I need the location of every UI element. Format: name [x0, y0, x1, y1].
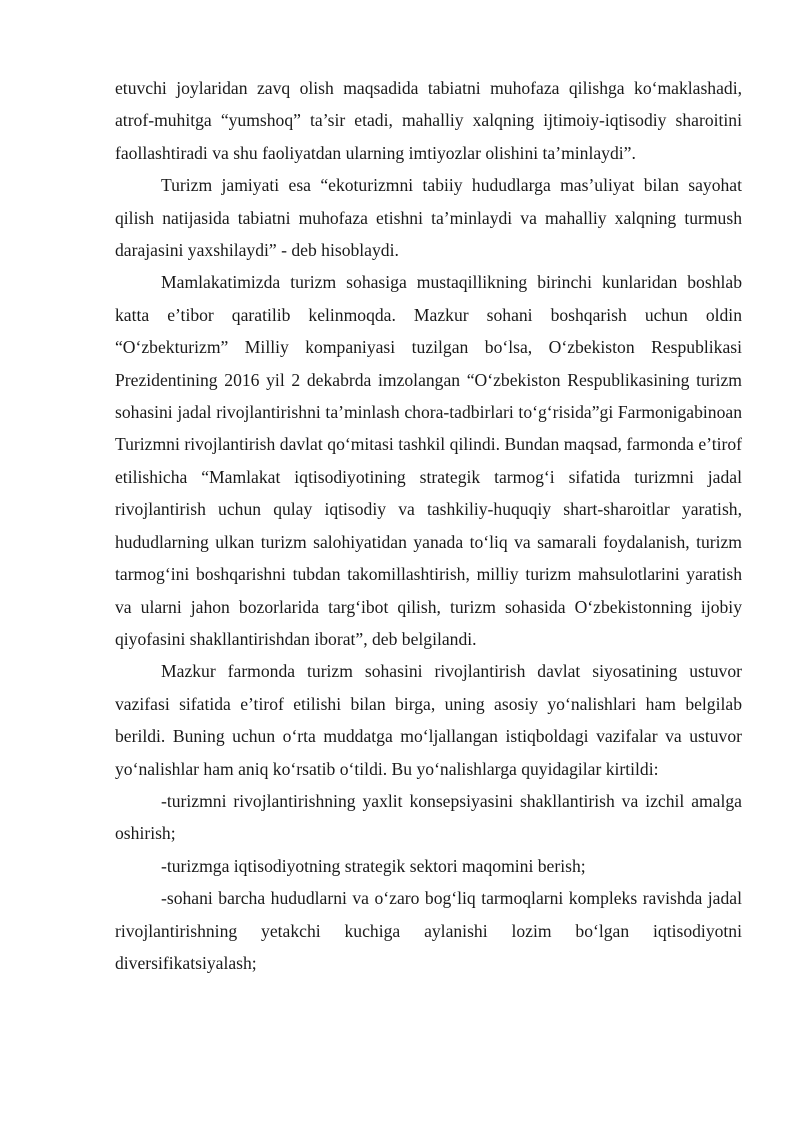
paragraph-3: Mamlakatimizda turizm sohasiga mustaqillikning birinchi kunlaridan boshlab katta e’tibor qaratilib kelinmoqda. Mazkur sohani boshqarish uchun oldin “O‘zbekturizm” Milliy kompaniyasi tuzilgan bo‘lsa, O‘zbekiston Respublikasi Prezidentining 2016 yil 2 dekabrda imzolangan “O‘zbekiston Respublikasining turizm sohasini jadal rivojlantirishni ta’minlash chora-tadbirlari to‘g‘risida”gi Farmonigabinoan Turizmni rivojlantirish davlat qo‘mitasi tashkil qilindi. Bundan maqsad, farmonda e’tirof etilishicha “Mamlakat iqtisodiyotining strategik tarmog‘i sifatida turizmni jadal rivojlantirish uchun qulay iqtisodiy va tashkiliy-huquqiy shart-sharoitlar yaratish, hududlarning ulkan turizm salohiyatidan yanada to‘liq va samarali foydalanish, turizm tarmog‘ini boshqarishni tubdan takomillashtirish, milliy turizm mahsulotlarini yaratish va ularni jahon bozorlarida targ‘ibot qilish, turizm sohasida O‘zbekistonning ijobiy qiyofasini shakllantirishdan iborat”, deb belgilandi.	[115, 272, 742, 649]
paragraph-4: Mazkur farmonda turizm sohasini rivojlantirish davlat siyosatining ustuvor vazifasi sifatida e’tirof etilishi bilan birga, uning asosiy yo‘nalishlari ham belgilab berildi. Buning uchun o‘rta muddatga mo‘ljallangan istiqboldagi vazifalar va ustuvor yo‘nalishlar ham aniq ko‘rsatib o‘tildi. Bu yo‘nalishlarga quyidagilar kirtildi:	[115, 661, 742, 779]
list-item-1: -turizmni rivojlantirishning yaxlit konsepsiyasini shakllantirish va izchil amalga oshirish;	[115, 790, 742, 844]
list-item-3: -sohani barcha hududlarni va o‘zaro bog‘liq tarmoqlarni kompleks ravishda jadal rivojlantirishning yetakchi kuchiga aylanishi lozim bo‘lgan iqtisodiyotni diversifikatsiyalash;	[115, 888, 742, 973]
document-page	[115, 72, 742, 979]
paragraph-2: Turizm jamiyati esa “ekoturizmni tabiiy hududlarga mas’uliyat bilan sayohat qilish natijasida tabiatni muhofaza etishni ta’minlaydi va mahalliy xalqning turmush darajasini yaxshilaydi” - deb hisoblaydi.	[115, 175, 742, 261]
paragraph-1: etuvchi joylaridan zavq olish maqsadida tabiatni muhofaza qilishga ko‘maklashadi, atrof-muhitga “yumshoq” ta’sir etadi, mahalliy xalqning ijtimoiy-iqtisodiy sharoitini faollashtiradi va shu faoliyatdan ularning imtiyozlar olishini ta’minlaydi”.	[115, 78, 742, 163]
list-item-2: -turizmga iqtisodiyotning strategik sektori maqomini berish;	[161, 855, 586, 876]
